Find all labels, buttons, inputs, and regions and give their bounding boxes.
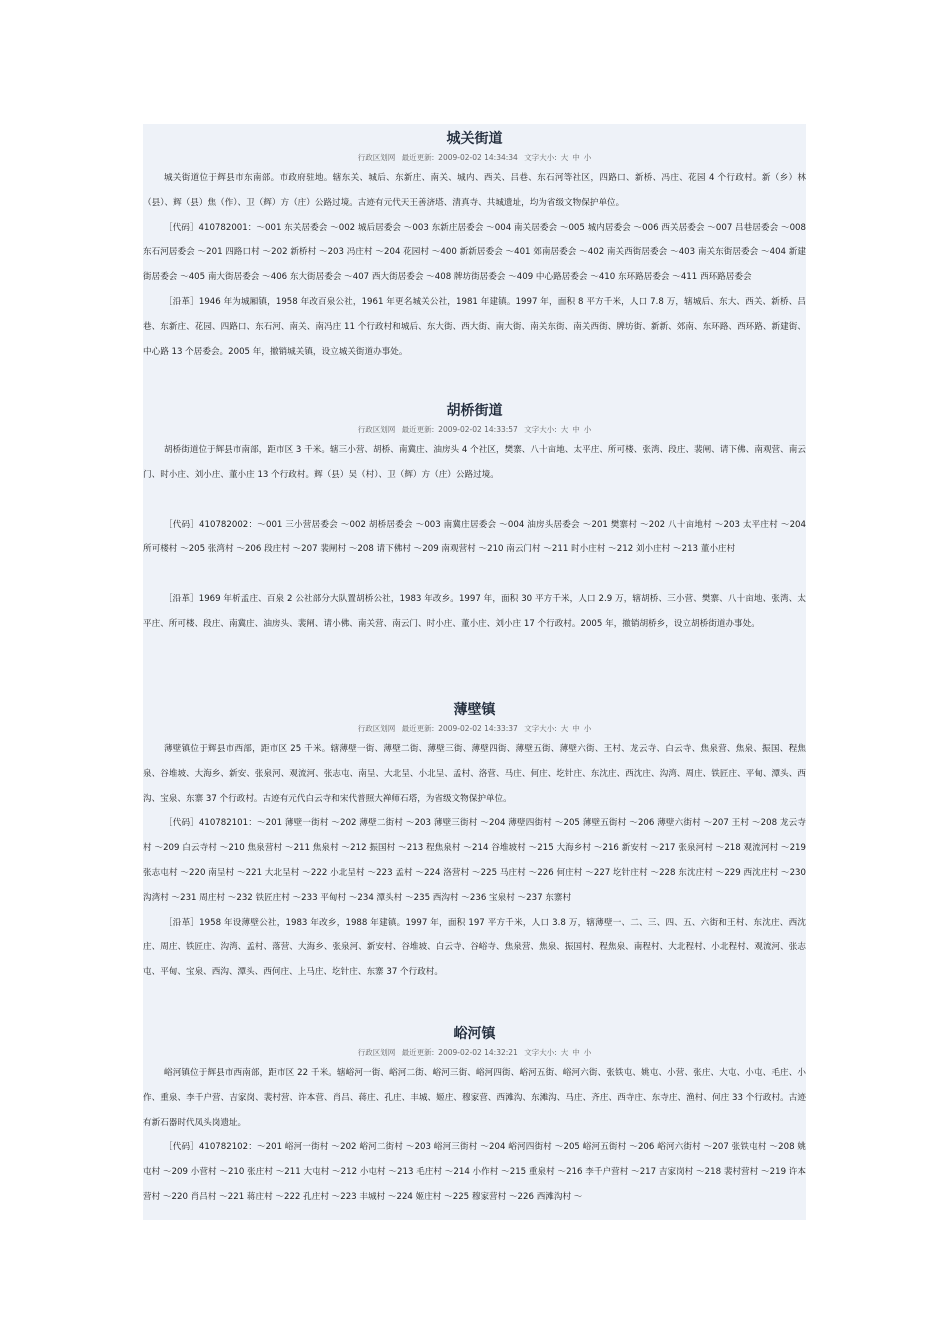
intro-paragraph: 薄壁镇位于辉县市西部，距市区 25 千米。辖薄壁一街、薄壁二街、薄壁三街、薄壁四街、薄壁五街、薄壁六街、王村、龙云寺、白云寺、焦泉营、焦泉、振国、程焦泉、谷堆坡、大海乡、新安、张泉河、观流河、张志屯、南呈、大北呈、小北呈、孟村、洛营、马庄、何庄、圪针庄、东沈庄、西沈庄、沟湾、周庄、铁匠庄、平甸、潭头、西沟、宝泉、东寨 37 个行政村。古迹有元代白云寺和宋代普照大禅师石塔，为省级文物保护单位。 bbox=[143, 744, 806, 804]
article-meta bbox=[143, 1045, 806, 1061]
font-size-large-link[interactable]: 大 bbox=[560, 153, 569, 162]
font-size-small-link[interactable]: 小 bbox=[583, 724, 592, 733]
font-size-medium-link[interactable]: 中 bbox=[572, 724, 580, 733]
section-title: 胡桥街道 bbox=[446, 403, 503, 419]
code-paragraph: ［代码］410782002：～001 三小营居委会 ～002 胡桥居委会 ～003 南冀庄居委会 ～004 油房头居委会 ～201 樊寨村 ～202 八十亩地村 ～203 太平庄村 ～204 所可楼村 ～205 张湾村 ～206 段庄村 ～207 裴闸村 ～208 请下佛村 ～209 南观营村 ～210 南云门村 ～211 时小庄村 ～212 刘小庄村 ～213 董小庄村 bbox=[143, 519, 806, 555]
section-yuhe bbox=[143, 1023, 806, 1210]
spacer bbox=[143, 488, 806, 513]
section-title: 峪河镇 bbox=[453, 1026, 496, 1042]
article-meta bbox=[143, 721, 806, 737]
section-bobi bbox=[143, 699, 806, 985]
meta-updated-label: 最近更新: bbox=[401, 1048, 435, 1057]
intro-paragraph: 胡桥街道位于辉县市南部，距市区 3 千米。辖三小营、胡桥、南冀庄、油房头 4 个社区，樊寨、八十亩地、太平庄、所可楼、张湾、段庄、裴闸、请下佛、南观营、南云门、时小庄、刘小庄、董小庄 13 个行政村。辉（县）吴（村）、卫（辉）方（庄）公路过境。 bbox=[143, 445, 806, 480]
section-chengguan bbox=[143, 128, 806, 364]
meta-updated: 2009-02-02 14:34:34 bbox=[438, 153, 518, 162]
article-meta bbox=[143, 150, 806, 166]
font-size-large-link[interactable]: 大 bbox=[560, 425, 569, 434]
font-size-small-link[interactable]: 小 bbox=[583, 425, 592, 434]
meta-source[interactable]: 行政区划网 bbox=[357, 425, 396, 434]
meta-updated-label: 最近更新: bbox=[401, 425, 435, 434]
meta-updated: 2009-02-02 14:32:21 bbox=[438, 1048, 518, 1057]
intro-paragraph: 峪河镇位于辉县市西南部，距市区 22 千米。辖峪河一街、峪河二街、峪河三街、峪河四街、峪河五街、峪河六街、张铁屯、姚屯、小营、张庄、大屯、小屯、毛庄、小作、重泉、李千户营、吉家岗、裴村营、许本营、肖吕、蒋庄、孔庄、丰城、姬庄、穆家营、西滩沟、东滩沟、马庄、齐庄、西寺庄、东寺庄、渔村、何庄 33 个行政村。古迹有新石器时代凤头岗遗址。 bbox=[143, 1068, 806, 1128]
meta-source[interactable]: 行政区划网 bbox=[357, 153, 396, 162]
history-paragraph: ［沿革］1958 年设薄壁公社，1983 年改乡，1988 年建镇。1997 年，面积 197 平方千米，人口 3.8 万，辖薄壁一、二、三、四、五、六街和王村、东沈庄、西沈庄、周庄、铁匠庄、沟湾、孟村、落营、大海乡、张泉河、新安村、谷堆坡、白云寺、谷峪寺、焦泉营、焦泉、振国村、程焦泉、南程村、大北程村、小北程村、观流河、张志屯、平甸、宝泉、西沟、潭头、西何庄、上马庄、圪针庄、东寨 37 个行政村。 bbox=[143, 917, 806, 978]
document-page bbox=[143, 124, 806, 1220]
code-paragraph: ［代码］410782101：～201 薄壁一街村 ～202 薄壁二街村 ～203 薄壁三街村 ～204 薄壁四街村 ～205 薄壁五街村 ～206 薄壁六街村 ～207 王村 ～208 龙云寺村 ～209 白云寺村 ～210 焦泉营村 ～211 焦泉村 ～212 振国村 ～213 程焦泉村 ～214 谷堆坡村 ～215 大海乡村 ～216 新安村 ～217 张泉河村 ～218 观流河村 ～219 张志屯村 ～220 南呈村 ～221 大北呈村 ～222 小北呈村 ～223 孟村 ～224 洛营村 ～225 马庄村 ～226 何庄村 ～227 圪针庄村 ～228 东沈庄村 ～229 西沈庄村 ～230 沟湾村 ～231 周庄村 ～232 铁匠庄村 ～233 平甸村 ～234 潭头村 ～235 西沟村 ～236 宝泉村 ～237 东寨村 bbox=[143, 818, 806, 903]
section-title: 城关街道 bbox=[446, 131, 503, 147]
meta-source[interactable]: 行政区划网 bbox=[357, 1048, 396, 1057]
font-size-small-link[interactable]: 小 bbox=[583, 153, 592, 162]
code-paragraph: ［代码］410782001：～001 东关居委会 ～002 城后居委会 ～003 东新庄居委会 ～004 南关居委会 ～005 城内居委会 ～006 西关居委会 ～007 吕巷居委会 ～008 东石河居委会 ～201 四路口村 ～202 新桥村 ～203 冯庄村 ～204 花园村 ～400 新新居委会 ～401 郊南居委会 ～402 南关西街居委会 ～403 南关东街居委会 ～404 新建街居委会 ～405 南大街居委会 ～406 东大街居委会 ～407 西大街居委会 ～408 牌坊街居委会 ～409 中心路居委会 ～410 东环路居委会 ～411 西环路居委会 bbox=[143, 222, 806, 283]
meta-font-label: 文字大小: bbox=[524, 425, 557, 434]
font-size-small-link[interactable]: 小 bbox=[583, 1048, 592, 1057]
code-paragraph: ［代码］410782102：～201 峪河一街村 ～202 峪河二街村 ～203 峪河三街村 ～204 峪河四街村 ～205 峪河五街村 ～206 峪河六街村 ～207 张铁屯村 ～208 姚屯村 ～209 小营村 ～210 张庄村 ～211 大屯村 ～212 小屯村 ～213 毛庄村 ～214 小作村 ～215 重泉村 ～216 李千户营村 ～217 吉家岗村 ～218 裴村营村 ～219 许本营村 ～220 肖吕村 ～221 蒋庄村 ～222 孔庄村 ～223 丰城村 ～224 姬庄村 ～225 穆家营村 ～226 西滩沟村 ～ bbox=[143, 1142, 806, 1202]
intro-paragraph: 城关街道位于辉县市东南部。市政府驻地。辖东关、城后、东新庄、南关、城内、西关、吕巷、东石河等社区，四路口、新桥、冯庄、花园 4 个行政村。新（乡）林（县）、辉（县）焦（作）、卫（辉）方（庄）公路过境。古迹有元代天王善济塔、清真寺、共城遗址，均为省级文物保护单位。 bbox=[143, 173, 806, 208]
meta-source[interactable]: 行政区划网 bbox=[357, 724, 396, 733]
font-size-medium-link[interactable]: 中 bbox=[572, 425, 580, 434]
font-size-medium-link[interactable]: 中 bbox=[572, 1048, 580, 1057]
spacer bbox=[143, 562, 806, 587]
history-paragraph: ［沿革］1969 年析孟庄、百泉 2 公社部分大队置胡桥公社，1983 年改乡。1997 年，面积 30 平方千米，人口 2.9 万，辖胡桥、三小营、樊寨、八十亩地、张湾、太平庄、所可楼、段庄、南冀庄、油房头、裴闸、请小佛、南关营、南云门、时小庄、董小庄、刘小庄 17 个行政村。2005 年，撤销胡桥乡，设立胡桥街道办事处。 bbox=[143, 594, 806, 629]
meta-updated: 2009-02-02 14:33:37 bbox=[438, 724, 518, 733]
meta-updated-label: 最近更新: bbox=[401, 153, 435, 162]
history-paragraph: ［沿革］1946 年为城厢镇，1958 年改百泉公社，1961 年更名城关公社，1981 年建镇。1997 年，面积 8 平方千米，人口 7.8 万，辖城后、东大、西关、新桥、吕巷、东新庄、花园、四路口、东石河、南关、南冯庄 11 个行政村和城后、东大街、西大街、南大街、南关东街、南关西街、牌坊街、新新、郊南、东环路、西环路、新建街、中心路 13 个居委会。2005 年，撤销城关镇，设立城关街道办事处。 bbox=[143, 296, 806, 357]
font-size-medium-link[interactable]: 中 bbox=[572, 153, 580, 162]
font-size-large-link[interactable]: 大 bbox=[560, 724, 569, 733]
meta-font-label: 文字大小: bbox=[524, 153, 557, 162]
meta-font-label: 文字大小: bbox=[524, 1048, 557, 1057]
section-title: 薄壁镇 bbox=[453, 702, 496, 718]
meta-updated: 2009-02-02 14:33:57 bbox=[438, 425, 518, 434]
article-meta bbox=[143, 422, 806, 438]
section-huqiao bbox=[143, 400, 806, 637]
font-size-large-link[interactable]: 大 bbox=[560, 1048, 569, 1057]
meta-font-label: 文字大小: bbox=[524, 724, 557, 733]
meta-updated-label: 最近更新: bbox=[401, 724, 435, 733]
